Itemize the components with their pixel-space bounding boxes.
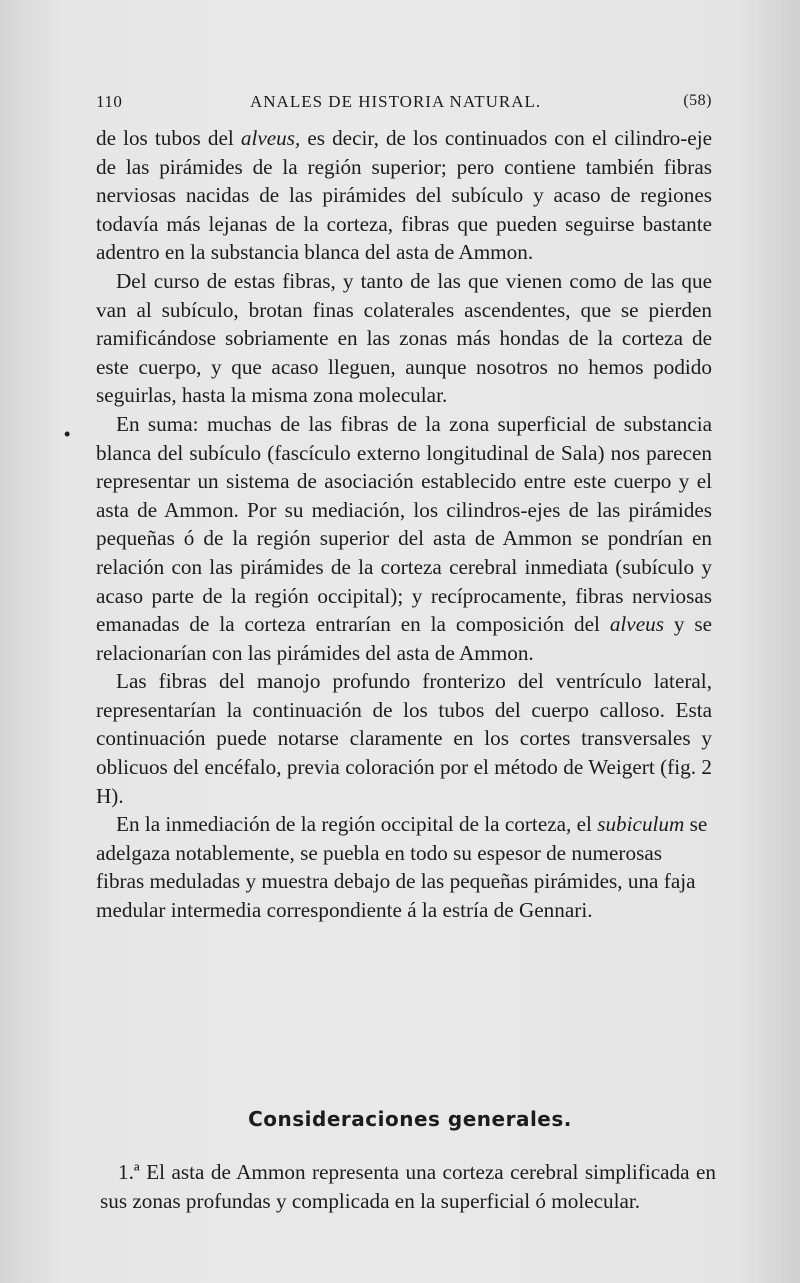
paragraph-2: Del curso de estas fibras, y tanto de las que vienen como de las que van al subículo, brotan finas colaterales ascendentes, que se pierden ramificándose sobriamente en las zonas más hondas de la corteza de este cuerpo, y que acaso lleguen, aunque nosotros no hemos podido seguirlas, hasta la misma zona molecular. (96, 268, 712, 408)
margin-dot: • (64, 424, 71, 444)
paragraph-5: En la inmediación de la región occipital de la corteza, el subiculum se adelgaza notablemente, se puebla en todo su espesor de numerosas fibras meduladas y muestra debajo de las pequeñas pirámides, una faja medular intermedia correspondiente á la estría de Gennari. (96, 812, 708, 923)
emphasis-alveus: alveus, (240, 126, 301, 150)
page-number: 110 (96, 92, 123, 111)
running-title: ANALES DE HISTORIA NATURAL. (250, 92, 542, 111)
conclusion-marker: 1.ª (118, 1160, 140, 1184)
emphasis-subiculum: subiculum (597, 812, 685, 837)
emphasis-alveus-2: alveus (609, 612, 664, 637)
conclusion-1 (100, 1158, 716, 1215)
paragraph-4: Las fibras del manojo profundo fronterizo del ventrículo lateral, representarían la continuación de los tubos del cuerpo calloso. Esta continuación puede notarse claramente en los cortes transversales y oblicuos del encéfalo, previa coloración por el método de Weigert (fig. 2 H). (96, 669, 712, 808)
running-header (96, 92, 712, 116)
paragraph-3: En suma: muchas de las fibras de la zona superficial de substancia blanca del subículo (fascículo externo longitudinal de Sala) nos parecen representar un sistema de asociación establecido entre este cuerpo y el asta de Ammon. Por su mediación, los cilindros-ejes de las pirámides pequeñas ó de la región superior del asta de Ammon se pondrían en relación con las pirámides de la corteza cerebral inmediata (subículo y acaso parte de la región occipital); y recíprocamente, fibras nerviosas emanadas de la corteza entrarían en la composición del alveus y se relacionarían con las pirámides del asta de Ammon. (96, 411, 712, 665)
section-heading: Consideraciones generales. (248, 1107, 572, 1131)
paragraph-1: de los tubos del alveus, es decir, de los continuados con el cilindro-eje de las pirámides de la región superior; pero contiene también fibras nerviosas nacidas de las pirámides del subículo y acaso de regiones todavía más lejanas de la corteza, fibras que pueden seguirse bastante adentro en la substancia blanca del asta de Ammon. (96, 126, 712, 265)
body-text (96, 124, 712, 925)
section-number: (58) (683, 92, 712, 109)
conclusion-text: El asta de Ammon representa una corteza cerebral simplificada en sus zonas profundas y complicada en la superficial ó molecular. (100, 1160, 716, 1213)
